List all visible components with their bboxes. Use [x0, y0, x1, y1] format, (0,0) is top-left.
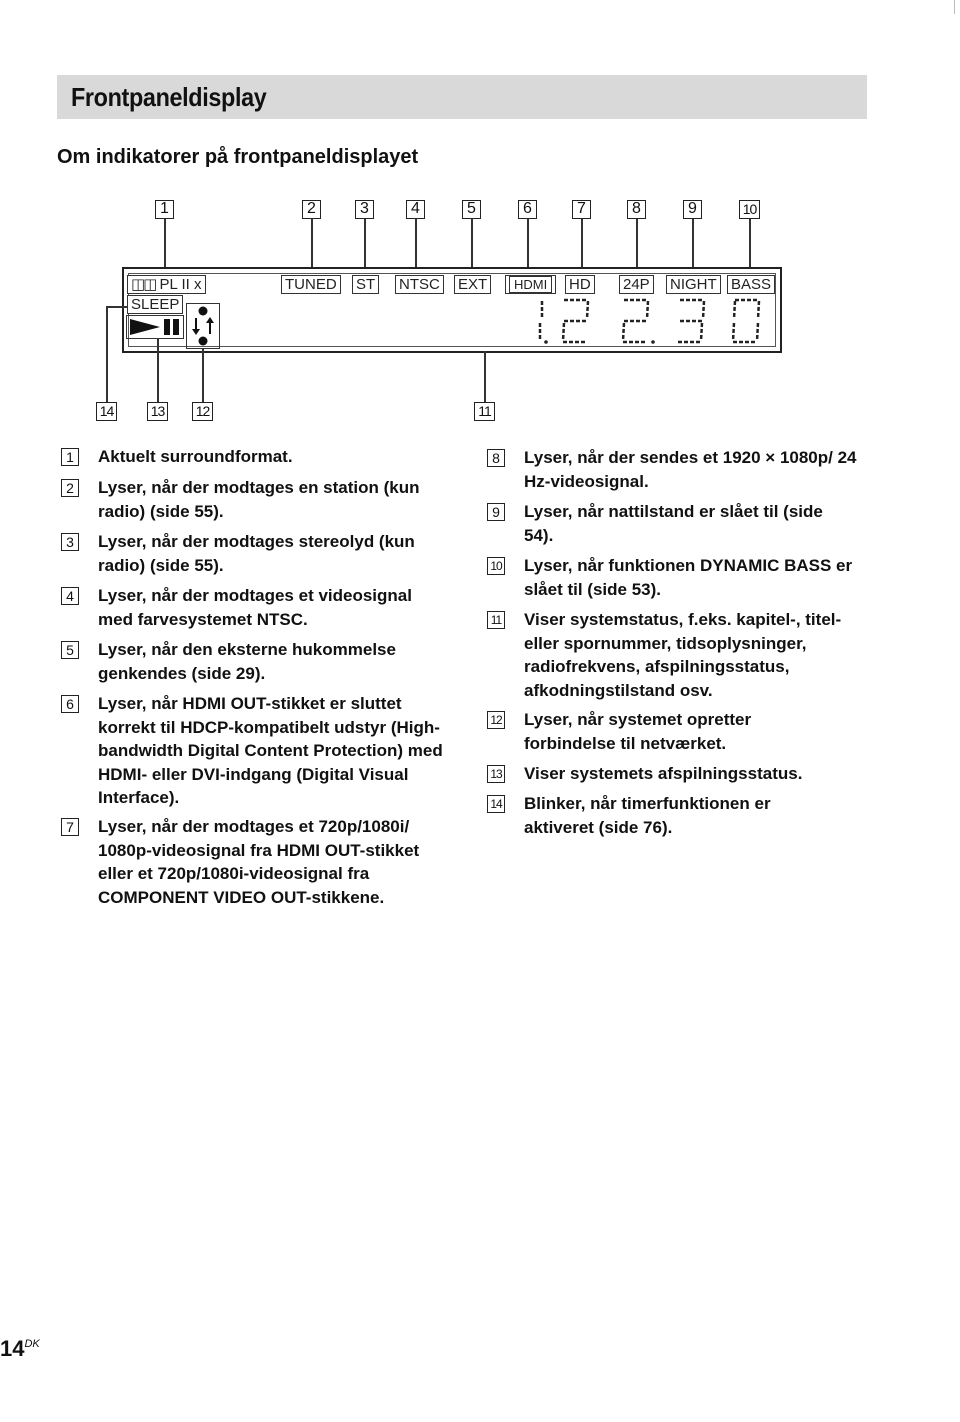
- leader-line: [364, 219, 366, 272]
- item-number: 14: [487, 795, 505, 813]
- ntsc-indicator: NTSC: [395, 275, 444, 294]
- leader-line: [311, 219, 313, 272]
- page-number: [0, 1336, 40, 1362]
- list-item-3: [61, 530, 451, 577]
- bass-indicator: BASS: [727, 275, 775, 294]
- item-text: Lyser, når HDMI OUT-stikket er sluttet korrekt til HDCP-kompatibelt udstyr (High-bandwidth Digital Content Protection) med HDMI- eller DVI-indgang (Digital Visual Interface).: [98, 694, 443, 807]
- list-item-12: [487, 708, 877, 755]
- callout-6: 6: [518, 200, 537, 219]
- night-indicator: NIGHT: [666, 275, 721, 294]
- network-icon: [186, 303, 220, 349]
- item-text: Lyser, når der sendes et 1920 × 1080p/ 24 Hz-videosignal.: [524, 448, 857, 491]
- callout-5: 5: [462, 200, 481, 219]
- item-number: 5: [61, 641, 79, 659]
- leader-line: [415, 219, 417, 272]
- item-number: 3: [61, 533, 79, 551]
- dolby-pl-label: PL: [159, 276, 178, 293]
- play-pause-icon: [126, 315, 184, 339]
- callout-8: 8: [627, 200, 646, 219]
- page-title: Frontpaneldisplay: [71, 82, 267, 112]
- item-number: 2: [61, 479, 79, 497]
- item-number: 10: [487, 557, 505, 575]
- callout-13: 13: [147, 402, 168, 421]
- callout-2: 2: [302, 200, 321, 219]
- 24p-indicator: 24P: [619, 275, 654, 294]
- tuned-indicator: TUNED: [281, 275, 341, 294]
- item-number: 1: [61, 448, 79, 466]
- list-item-4: [61, 584, 451, 631]
- item-text: Lyser, når der modtages et 720p/1080i/ 1080p-videosignal fra HDMI OUT-stikket eller et 720p/1080i-videosignal fra COMPONENT VIDEO OUT-stikkene.: [98, 817, 420, 907]
- item-text: Blinker, når timerfunktionen er aktiveret (side 76).: [524, 794, 771, 837]
- callout-14: 14: [96, 402, 117, 421]
- item-number: 7: [61, 818, 79, 836]
- callout-10: 10: [739, 200, 760, 219]
- leader-line: [164, 219, 166, 272]
- item-text: Viser systemets afspilningsstatus.: [524, 764, 803, 783]
- hdmi-label: HDMI: [509, 276, 552, 293]
- item-text: Lyser, når nattilstand er slået til (side 54).: [524, 502, 823, 545]
- callout-1: 1: [155, 200, 174, 219]
- leader-line: [692, 219, 694, 272]
- crop-mark: [954, 0, 955, 14]
- leader-line: [157, 339, 159, 402]
- hd-indicator: HD: [565, 275, 595, 294]
- item-text: Lyser, når der modtages stereolyd (kun radio) (side 55).: [98, 532, 415, 575]
- item-text: Lyser, når systemet opretter forbindelse til netværket.: [524, 710, 752, 753]
- callout-3: 3: [355, 200, 374, 219]
- item-text: Lyser, når funktionen DYNAMIC BASS er slået til (side 53).: [524, 556, 853, 599]
- ext-indicator: EXT: [454, 275, 491, 294]
- callout-9: 9: [683, 200, 702, 219]
- item-number: 8: [487, 449, 505, 467]
- section-title-bar: [57, 75, 867, 119]
- dolby-indicator: [127, 275, 206, 294]
- list-item-14: [487, 792, 877, 839]
- list-item-9: [487, 500, 877, 547]
- leader-line: [636, 219, 638, 272]
- leader-line: [202, 349, 204, 402]
- hdmi-indicator: [505, 275, 556, 294]
- segment-display: [530, 297, 765, 345]
- leader-line: [484, 351, 486, 402]
- item-number: 6: [61, 695, 79, 713]
- list-item-7: [61, 815, 451, 909]
- list-item-13: [487, 762, 877, 786]
- callout-7: 7: [572, 200, 591, 219]
- callout-11: 11: [474, 402, 495, 421]
- leader-line: [581, 219, 583, 272]
- leader-line: [749, 219, 751, 272]
- item-number: 13: [487, 765, 505, 783]
- item-text: Aktuelt surroundformat.: [98, 447, 293, 466]
- item-number: 11: [487, 611, 505, 629]
- item-number: 9: [487, 503, 505, 521]
- item-text: Lyser, når der modtages et videosignal med farvesystemet NTSC.: [98, 586, 412, 629]
- dolby-logo-icon: ◫◫: [131, 276, 156, 293]
- list-item-11: [487, 608, 877, 702]
- item-number: 4: [61, 587, 79, 605]
- leader-line: [106, 306, 108, 402]
- st-indicator: ST: [352, 275, 379, 294]
- list-item-6: [61, 692, 451, 810]
- sleep-indicator: SLEEP: [127, 295, 183, 314]
- list-item-8: [487, 446, 877, 493]
- leader-line: [471, 219, 473, 272]
- item-text: Lyser, når den eksterne hukommelse genkendes (side 29).: [98, 640, 396, 683]
- page-lang: DK: [24, 1338, 40, 1350]
- item-number: 12: [487, 711, 505, 729]
- callout-12: 12: [192, 402, 213, 421]
- list-item-2: [61, 476, 451, 523]
- dolby-suffix-label: II x: [181, 276, 202, 293]
- item-text: Lyser, når der modtages en station (kun radio) (side 55).: [98, 478, 420, 521]
- list-item-5: [61, 638, 451, 685]
- leader-line: [527, 219, 529, 272]
- section-subtitle: Om indikatorer på frontpaneldisplayet: [57, 146, 419, 168]
- list-item-1: [61, 445, 451, 469]
- leader-line: [106, 306, 128, 308]
- callout-4: 4: [406, 200, 425, 219]
- page-number-value: 14: [0, 1336, 25, 1361]
- item-text: Viser systemstatus, f.eks. kapitel-, titel- eller spornummer, tidsoplysninger, radiofrekvens, afspilningsstatus, afkodningstilstand osv.: [524, 610, 842, 700]
- list-item-10: [487, 554, 877, 601]
